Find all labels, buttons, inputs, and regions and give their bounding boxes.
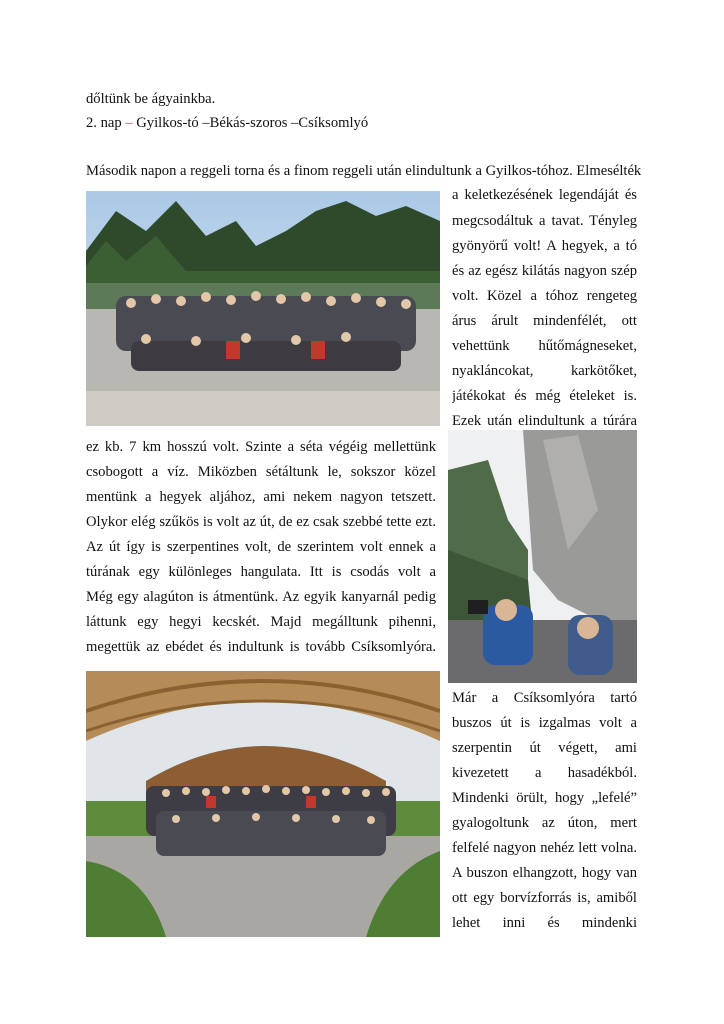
left-col-line: mentünk a hegyek aljához, ami nekem nagyon tetszett. (86, 489, 436, 505)
left-col-line: Még egy alagúton is átmentünk. Az egyik kanyarnál pedig (86, 589, 436, 605)
photo-gorge (448, 430, 637, 683)
photo-csiksomlyo-group (86, 671, 440, 937)
paragraph-first-line: Második napon a reggeli torna és a finom reggeli után elindultunk a Gyilkos-tóhoz. Elmesélték (86, 163, 642, 179)
left-col-line: ez kb. 7 km hosszú volt. Szinte a séta végéig mellettünk (86, 439, 436, 455)
right-col-line: volt. Közel a tóhoz rengeteg (452, 288, 637, 304)
left-col-line: Olykor elég szűkös is volt az út, de ez csak szebbé tette ezt. (86, 514, 436, 530)
right-col-line: gyönyörű volt! A hegyek, a tó (452, 238, 637, 254)
right-col-line: nyakláncokat, karkötőket, (452, 363, 637, 379)
heading-route: Gyilkos-tó –Békás-szoros –Csíksomlyó (136, 115, 369, 131)
right-col-line: A buszon elhangzott, hogy van (452, 865, 637, 881)
left-col-line: láttunk egy hegyi kecskét. Majd megálltunk pihenni, (86, 614, 436, 630)
right-col-line: ott egy borvízforrás is, amiből (452, 890, 637, 906)
right-col-line: Mindenki örült, hogy „lefelé” (452, 790, 637, 806)
text-line-top: dőltünk be ágyainkba. (86, 91, 216, 107)
right-col-line: a keletkezésének legendáját és (452, 187, 637, 203)
photo-lake-group (86, 191, 440, 426)
heading-prefix: 2. nap (86, 115, 122, 131)
left-col-line: Az út így is szerpentines volt, de szerintem volt ennek a (86, 539, 436, 555)
heading-dash: – (121, 115, 137, 131)
right-col-line: lehet inni és mindenki (452, 915, 637, 931)
right-col-line: vehettünk hűtőmágneseket, (452, 338, 637, 354)
section-heading (86, 114, 637, 132)
right-col-line: felfelé nagyon nehéz lett volna. (452, 840, 637, 856)
right-col-line: kivezetett a hasadékból. (452, 765, 637, 781)
left-col-line: csobogott a víz. Miközben sétáltunk le, sokszor közel (86, 464, 436, 480)
right-col-line: játékokat és még ételeket is. (452, 388, 637, 404)
right-col-line: és az egész kilátás nagyon szép (452, 263, 637, 279)
right-col-line: buszos út is izgalmas volt a (452, 715, 637, 731)
left-col-line: megettük az ebédet és indultunk is tovább Csíksomlyóra. (86, 639, 436, 655)
right-col-line: Már a Csíksomlyóra tartó (452, 690, 637, 706)
right-col-line: gyalogoltunk az úton, mert (452, 815, 637, 831)
right-col-line: Ezek után elindultunk a túrára (452, 413, 637, 429)
right-col-line: szerpentin út végett, ami (452, 740, 637, 756)
right-col-line: árus árult mindenfélét, ott (452, 313, 637, 329)
left-col-line: túrának egy különleges hangulata. Itt is csodás volt a (86, 564, 436, 580)
right-col-line: megcsodáltuk a tavat. Tényleg (452, 213, 637, 229)
